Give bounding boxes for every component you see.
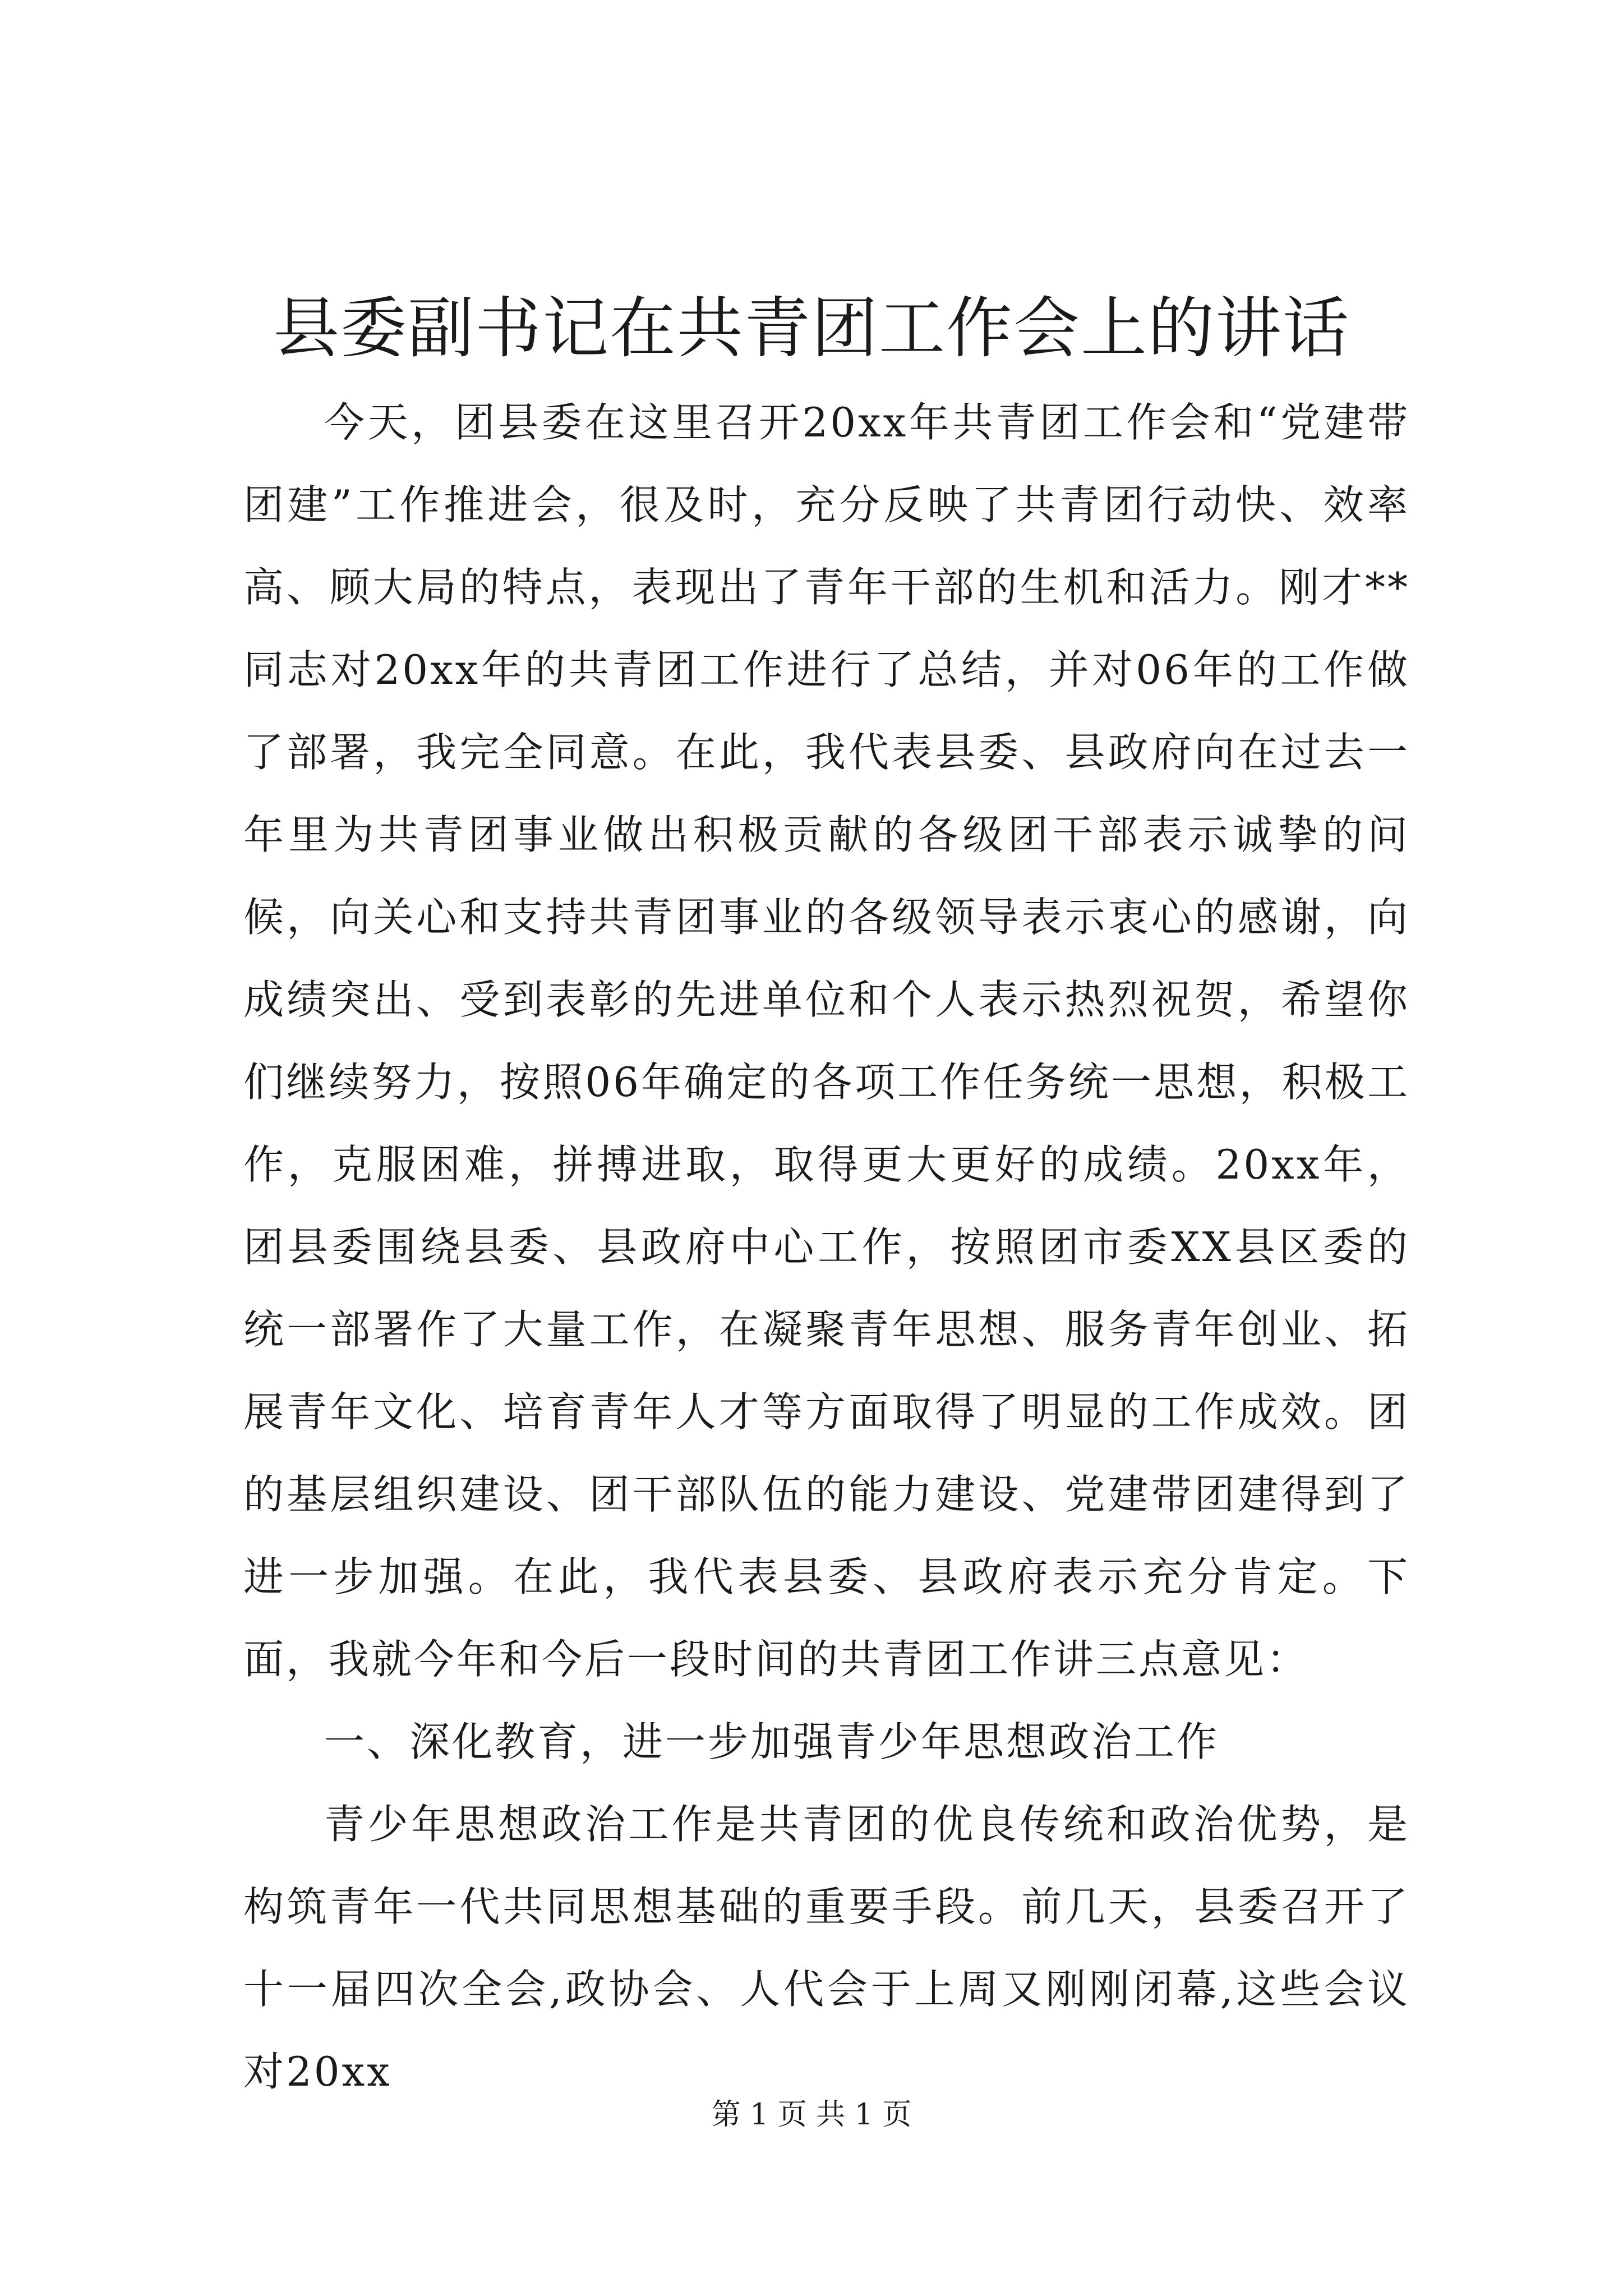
document-body	[243, 381, 1410, 2113]
paragraph-intro: 今天，团县委在这里召开20xx年共青团工作会和“党建带团建”工作推进会，很及时，充分反映了共青团行动快、效率高、顾大局的特点，表现出了青年干部的生机和活力。刚才**同志对20xx年的共青团工作进行了总结，并对06年的工作做了部署，我完全同意。在此，我代表县委、县政府向在过去一年里为共青团事业做出积极贡献的各级团干部表示诚挚的问候，向关心和支持共青团事业的各级领导表示衷心的感谢，向成绩突出、受到表彰的先进单位和个人表示热烈祝贺，希望你们继续努力，按照06年确定的各项工作任务统一思想，积极工作，克服困难，拼搏进取，取得更大更好的成绩。20xx年，团县委围绕县委、县政府中心工作，按照团市委XX县区委的统一部署作了大量工作，在凝聚青年思想、服务青年创业、拓展青年文化、培育青年人才等方面取得了明显的工作成效。团的基层组织建设、团干部队伍的能力建设、党建带团建得到了进一步加强。在此，我代表县委、县政府表示充分肯定。下面，我就今年和今后一段时间的共青团工作讲三点意见：	[243, 399, 1410, 1683]
page-footer: 第 1 页 共 1 页	[711, 2098, 912, 2132]
document-title: 县委副书记在共青团工作会上的讲话	[273, 289, 1350, 367]
section-heading-1: 一、深化教育，进一步加强青少年思想政治工作	[324, 1718, 1220, 1765]
paragraph-section-1: 青少年思想政治工作是共青团的优良传统和政治优势，是构筑青年一代共同思想基础的重要手段。前几天，县委召开了十一届四次全会,政协会、人代会于上周又刚刚闭幕,这些会议对20xx	[243, 1801, 1410, 2095]
